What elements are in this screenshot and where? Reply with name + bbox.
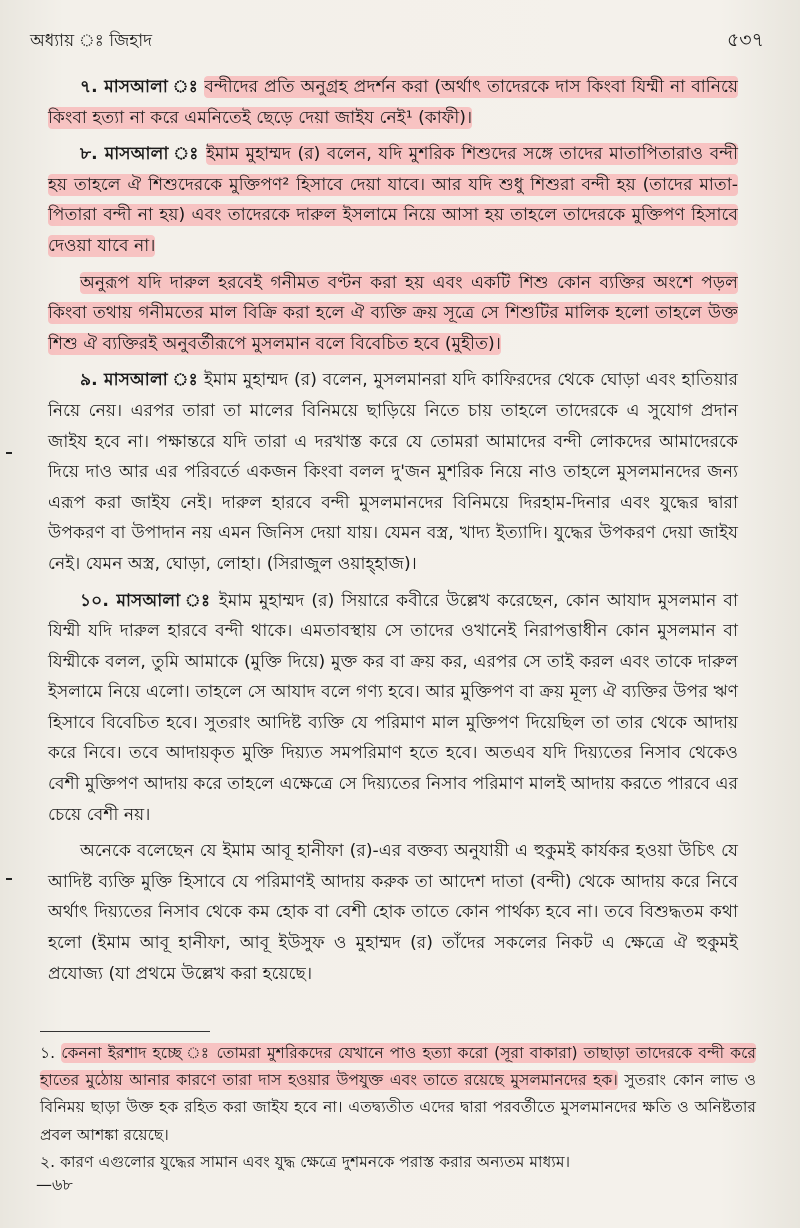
paragraph-masala-8 (48, 139, 738, 261)
highlighted-text: বন্দীদের প্রতি অনুগ্রহ প্রদর্শন করা (অর্থাৎ তাদেরকে দাস কিংবা যিম্মী না বানিয়ে কিংবা হত্যা না করে এমনিতেই ছেড়ে দেয়া জাইয নেই¹ (কাফী)। (48, 77, 738, 128)
masala-8-label: ৮. মাসআলা ঃ (80, 144, 200, 165)
main-text (48, 72, 738, 995)
footnote-divider (40, 1031, 210, 1032)
highlighted-text: ইমাম মুহাম্মদ (র) বলেন, যদি মুশরিক শিশুদের সঙ্গে তাদের মাতাপিতারাও বন্দী হয় তাহলে ঐ শিশুদেরকে মুক্তিপণ² হিসাবে দেয়া যাবে। আর যদি শুধু শিশুরা বন্দী হয় (তাদের মাতা-পিতারা বন্দী না হয়) এবং তাদেরকে দারুল ইসলামে নিয়ে আসা হয় তাহলে তাদেরকে মুক্তিপণ হিসাবে দেওয়া যাবে না। (48, 144, 738, 256)
chapter-title: অধ্যায় ঃ জিহাদ (30, 31, 153, 51)
highlighted-text: অনুরূপ যদি দারুল হরবেই গনীমত বণ্টন করা হয় এবং একটি শিশু কোন ব্যক্তির অংশে পড়ল কিংবা তথায় গনীমতের মাল বিক্রি করা হলে ঐ ব্যক্তি ক্রয় সূত্রে সে শিশুটির মালিক হলো তাহলে উক্ত শিশু ঐ ব্যক্তিরই অনুবর্তীরূপে মুসলমান বলে বিবেচিত হবে (মুহীত)। (48, 272, 738, 354)
footnote-2-text: কারণ এগুলোর যুদ্ধের সামান এবং যুদ্ধ ক্ষেত্রে দুশমনকে পরাস্ত করার অন্যতম মাধ্যম। (60, 1152, 571, 1171)
masala-10-label: ১০. মাসআলা ঃ (80, 590, 212, 611)
footnote-2-number: ২. (40, 1152, 56, 1171)
margin-tick (6, 878, 12, 880)
page-number: ৫৩৭ (726, 29, 764, 51)
paragraph-masala-8-cont (48, 268, 738, 360)
highlighted-text: কেননা ইরশাদ হচ্ছে ঃ তোমরা মুশরিকদের যেখানে পাও হত্যা করো (সূরা বাকারা) তাছাড়া তাদেরকে বন্দী করে হাতের মুঠোয় আনার কারণে তারা দাস হওয়ার উপযুক্ত এবং তাতে রয়েছে মুসলমানদের হক। (40, 1044, 756, 1090)
paragraph-opinion (48, 836, 738, 989)
masala-9-text: ইমাম মুহাম্মদ (র) বলেন, মুসলমানরা যদি কাফিরদের থেকে ঘোড়া এবং হাতিয়ার নিয়ে নেয়। এরপর তারা তা মালের বিনিময়ে ছাড়িয়ে নিতে চায় তাহলে তাদেরকে এ সুযোগ প্রদান জাইয হবে না। পক্ষান্তরে যদি তারা এ দরখাস্ত করে যে তোমরা আমাদের বন্দী লোকদের আমাদেরকে দিয়ে দাও আর এর পরিবর্তে একজন কিংবা বলল দু'জন মুশরিক নিয়ে নাও তাহলে মুসলমানদের জন্য এরূপ করা জাইয নেই। দারুল হারবে বন্দী মুসলমানদের বিনিময়ে দিরহাম-দিনার এবং যুদ্ধের দ্বারা উপকরণ বা উপাদান নয় এমন জিনিস দেয়া যায়। যেমন বস্ত্র, খাদ্য ইত্যাদি। যুদ্ধের উপকরণ দেয়া জাইয নেই। যেমন অস্ত্র, ঘোড়া, লোহা। (সিরাজুল ওয়াহ্হাজ)। (48, 370, 739, 574)
footnotes (40, 1040, 756, 1176)
footnote-1 (40, 1040, 756, 1149)
footnote-1-rest: সুতরাং কোন লাভ ও বিনিময় ছাড়া উক্ত হক রহিত করা জাইয হবে না। এতদ্ব্যতীত এদের দ্বারা পরবর্তীতে মুসলমানদের ক্ষতি ও অনিষ্টতার প্রবল আশঙ্কা রয়েছে। (40, 1071, 756, 1144)
running-header (30, 22, 770, 56)
masala-10-text: ইমাম মুহাম্মদ (র) সিয়ারে কবীরে উল্লেখ করেছেন, কোন আযাদ মুসলমান বা যিম্মী যদি দারুল হারবে বন্দী থাকে। এমতাবস্থায় সে তাদের ওখানেই নিরাপত্তাধীন কোন মুসলমান বা যিম্মীকে বলল, তুমি আমাকে (মুক্তি দিয়ে) মুক্ত কর বা ক্রয় কর, এরপর সে তাই করল এবং তাকে দারুল ইসলামে নিয়ে এলো। তাহলে সে আযাদ বলে গণ্য হবে। আর মুক্তিপণ বা ক্রয় মূল্য ঐ ব্যক্তির উপর ঋণ হিসাবে বিবেচিত হবে। সুতরাং আদিষ্ট ব্যক্তি যে পরিমাণ মাল মুক্তিপণ দিয়েছিল তা তার থেকে আদায় করে নিবে। তবে আদায়কৃত মুক্তি দিয়্যত সমপরিমাণ হতে হবে। অতএব যদি দিয়্যতের নিসাব থেকেও বেশী মুক্তিপণ আদায় করে তাহলে এক্ষেত্রে সে দিয়্যতের নিসাব পরিমাণ মালই আদায় করতে পারবে এর চেয়ে বেশী নয়। (48, 590, 738, 825)
masala-9-label: ৯. মাসআলা ঃ (80, 370, 199, 391)
signature-mark: —৬৮ (36, 1175, 73, 1194)
footnote-2 (40, 1149, 756, 1176)
paragraph-masala-7 (48, 72, 738, 133)
paragraph-masala-9 (48, 365, 738, 579)
opinion-text: অনেকে বলেছেন যে ইমাম আবূ হানীফা (র)-এর বক্তব্য অনুযায়ী এ হুকুমই কার্যকর হওয়া উচিৎ যে আদিষ্ট ব্যক্তি মুক্তি হিসাবে যে পরিমাণই আদায় করুক তা আদেশ দাতা (বন্দী) থেকে আদায় করে নিবে অর্থাৎ দিয়্যতের নিসাব থেকে কম হোক বা বেশী হোক তাতে কোন পার্থক্য হবে না। তবে বিশুদ্ধতম কথা হলো (ইমাম আবূ হানীফা, আবূ ইউসুফ ও মুহাম্মদ (র) তাঁদের সকলের নিকট এ ক্ষেত্রে ঐ হুকুমই প্রযোজ্য (যা প্রথমে উল্লেখ করা হয়েছে। (48, 841, 738, 984)
margin-tick (6, 452, 12, 454)
masala-7-label: ৭. মাসআলা ঃ (80, 77, 199, 97)
paragraph-masala-10 (48, 586, 738, 831)
footnote-1-number: ১. (40, 1044, 56, 1062)
